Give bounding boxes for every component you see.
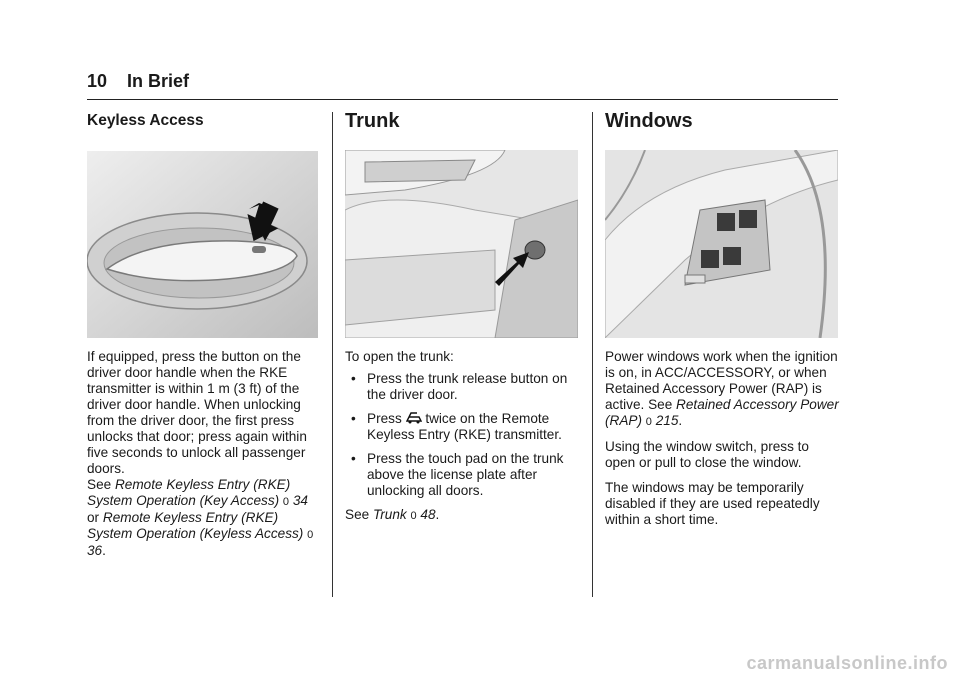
trunk-ref-page[interactable]: 48 <box>420 507 436 522</box>
page-header <box>87 71 189 92</box>
door-handle-illustration <box>87 151 318 338</box>
page-ref-arrow-icon: 0 <box>307 529 314 541</box>
bullet-icon: • <box>351 371 356 386</box>
keyless-ref-link-2[interactable]: Remote Keyless Entry (RKE) System Operation (Keyless Access) <box>87 510 304 541</box>
keyless-access-heading: Keyless Access <box>87 112 204 129</box>
windows-ref-link[interactable]: Retained Accessory Power (RAP) <box>605 397 839 428</box>
keyless-body: If equipped, press the button on the driver door handle when the RKE transmitter is within 1 m (3 ft) of the driver door handle. When unlocking from the driver door, the first press unlocks that door; press again within five seconds to unlock all passenger doors. <box>87 349 307 476</box>
bullet-icon: • <box>351 411 356 426</box>
trunk-intro: To open the trunk: <box>345 349 454 364</box>
page-ref-arrow-icon: 0 <box>645 416 652 428</box>
keyless-ref-link-1[interactable]: Remote Keyless Entry (RKE) System Operation (Key Access) <box>87 477 291 508</box>
keyless-ref-page-1[interactable]: 34 <box>292 493 308 508</box>
list-item: • Press the touch pad on the trunk above the license plate after unlocking all doors. <box>351 451 564 498</box>
trunk-heading: Trunk <box>345 110 400 132</box>
column-divider <box>332 112 333 597</box>
list-item: • Press twice on the Remote Keyless Entry (RKE) transmitter. <box>351 411 562 442</box>
keyless-see-also: See Remote Keyless Entry (RKE) System Operation (Key Access) 0 34 or Remote Keyless Entry (RKE) System Operation (Keyless Access) 0 36. <box>87 477 314 558</box>
watermark: carmanualsonline.info <box>746 653 948 673</box>
page-number: 10 <box>87 71 108 91</box>
list-item: • Press the trunk release button on the driver door. <box>351 371 568 402</box>
trunk-steps <box>345 371 580 499</box>
trunk-button-illustration <box>345 150 578 338</box>
window-switch-illustration <box>605 150 838 338</box>
windows-ref-page[interactable]: 215 <box>655 413 679 428</box>
keyless-access-section <box>87 108 322 559</box>
windows-section <box>605 108 840 528</box>
page-ref-arrow-icon: 0 <box>410 510 417 522</box>
windows-para-2: Using the window switch, press to open or pull to close the window. <box>605 439 809 470</box>
trunk-release-icon <box>406 411 422 425</box>
page-ref-arrow-icon: 0 <box>282 496 290 508</box>
windows-heading: Windows <box>605 110 693 132</box>
keyless-ref-page-2[interactable]: 36 <box>87 543 103 558</box>
windows-para-1: Power windows work when the ignition is on, in ACC/ACCESSORY, or when Retained Accessory Power (RAP) is active. See Retained Accessory Power (RAP) 0 215. <box>605 349 839 428</box>
windows-para-3: The windows may be temporarily disabled if they are used repeatedly within a short time. <box>605 480 820 527</box>
column-divider <box>592 112 593 597</box>
header-divider <box>87 99 838 100</box>
bullet-icon: • <box>351 451 356 466</box>
trunk-see-also: See Trunk 0 48. <box>345 507 440 522</box>
trunk-ref-link[interactable]: Trunk <box>372 507 407 522</box>
trunk-section <box>345 108 580 524</box>
section-title: In Brief <box>127 71 190 91</box>
